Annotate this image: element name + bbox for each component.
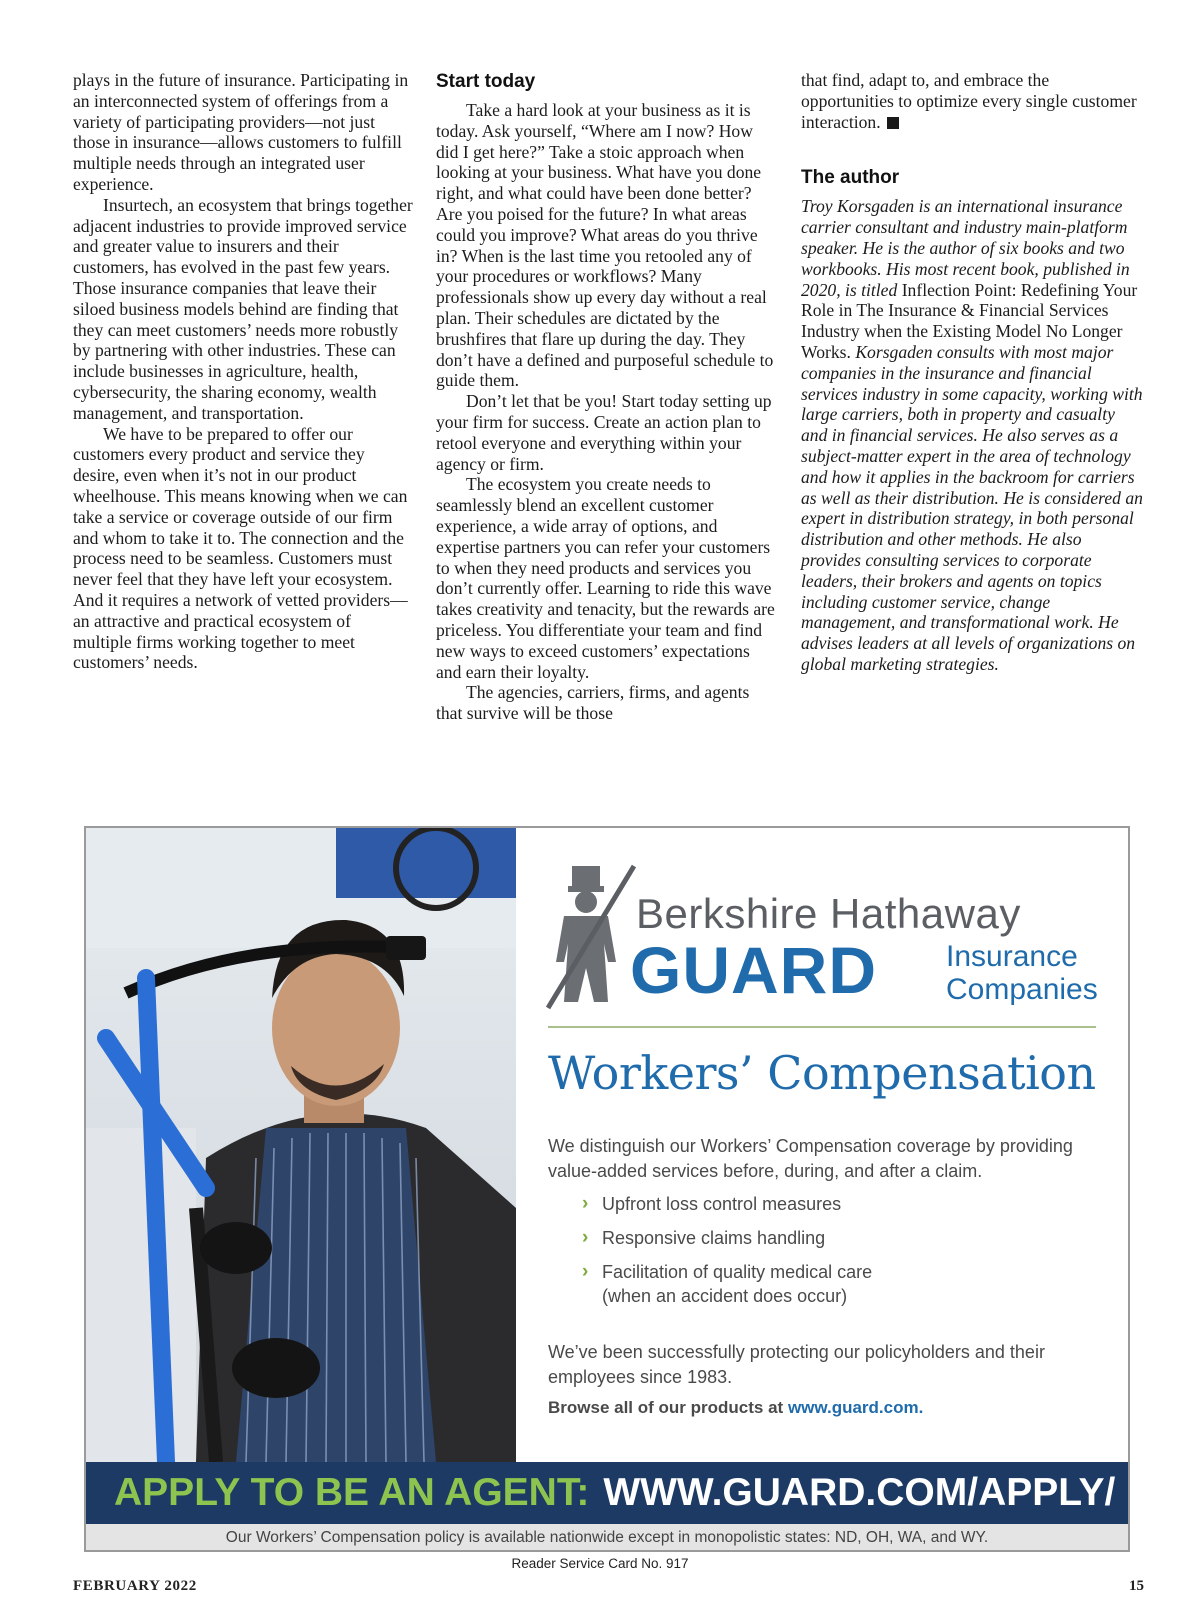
mechanic-photo (86, 828, 516, 1462)
page-number: 15 (1129, 1578, 1144, 1594)
article-column-1 (73, 70, 413, 673)
apply-banner[interactable] (86, 1462, 1128, 1524)
ad-browse (548, 1398, 923, 1418)
list-item-text: (when an accident does occur) (602, 1286, 848, 1306)
list-item-text: Upfront loss control measures (602, 1194, 842, 1214)
brand-suffix (946, 940, 1098, 1006)
author-bio (801, 196, 1145, 674)
guard-website-link[interactable]: www.guard.com. (787, 1398, 924, 1417)
list-item-text: Responsive claims handling (602, 1228, 826, 1248)
list-item-text: Facilitation of quality medical care (602, 1262, 873, 1282)
reader-service-card: Reader Service Card No. 917 (511, 1556, 689, 1571)
ad-since: We’ve been successfully protecting our policyholders and their employees since 1983. (548, 1342, 1045, 1387)
chevron-right-icon: › (582, 1227, 589, 1248)
browse-label: Browse all of our products at (548, 1398, 784, 1417)
brand-insurance: Insurance (946, 940, 1078, 973)
apply-banner-label: APPLY TO BE AN AGENT: (114, 1471, 590, 1514)
list-item (582, 1192, 1102, 1216)
paragraph: The ecosystem you create needs to seamlessly blend an excellent customer experience, a wide array of options, and expertise partners you can refer your customers to when they need products and services you don’t currently offer. Learning to ride this wave takes creativity and tenacity, but the rewards are priceless. You differentiate your team and find new ways to exceed customers’ expectations and earn their loyalty. (436, 474, 775, 682)
paragraph-text: that find, adapt to, and embrace the opportunities to optimize every single customer interaction. (801, 70, 1137, 132)
section-heading-start-today: Start today (436, 71, 536, 92)
ad-disclaimer: Our Workers’ Compensation policy is available nationwide except in monopolistic states: ND, OH, WA, and WY. (86, 1524, 1128, 1552)
bio-text: Troy Korsgaden is an international insurance carrier consultant and industry main-platform speaker. He is the author of six books and two workbooks. His most recent book, published in 2020, is titled (801, 196, 1130, 300)
list-item (582, 1226, 1102, 1250)
chevron-right-icon: › (582, 1193, 589, 1214)
ad-bullet-list (582, 1192, 1102, 1318)
brand-guard-wordmark: GUARD (630, 933, 877, 1007)
article-column-2 (436, 70, 778, 724)
article-column-3 (801, 70, 1145, 675)
end-mark-icon (887, 117, 899, 129)
issue-date: FEBRUARY 2022 (73, 1578, 197, 1594)
list-item (582, 1260, 1102, 1308)
paragraph: Insurtech, an ecosystem that brings together adjacent industries to provide improved service and greater value to insurers and their customers, has evolved in the past few years. Those insurance companies that leave their siloed business models behind are finding that they can meet customers’ needs more robustly by partnering with other industries. These can include businesses in agriculture, health, cybersecurity, the sharing economy, wealth management, and transportation. (73, 194, 413, 423)
ad-headline: Workers’ Compensation (548, 1046, 1096, 1100)
bio-text: Korsgaden consults with most major companies in the insurance and financial services industry in some capacity, working with large carriers, both in property and casualty and in financial services. He also serves as a subject-matter expert in the area of technology and how it applies in the backroom for carriers as well as their distribution. He is considered an expert in distribution strategy, in both personal distribution and other methods. He also provides consulting services to corporate leaders, their brokers and agents on topics including customer service, change management, and transformational work. He advises leaders at all levels of organizations on global marketing strategies. (801, 341, 1143, 674)
paragraph: plays in the future of insurance. Participating in an interconnected system of offerings from a variety of participating providers—not just those in insurance—allows customers to fulfill multiple needs through an integrated user experience. (73, 70, 409, 194)
divider (548, 1026, 1096, 1028)
paragraph-ending (801, 70, 1145, 132)
paragraph: Don’t let that be you! Start today setting up your firm for success. Create an action plan to retool everyone and everything within your agency or firm. (436, 391, 772, 474)
book-title: Inflection Point: Redefining Your Role in The Insurance & Financial Services Industry when the Existing Model No Longer Works. (801, 279, 1138, 362)
brand-parent-name: Berkshire Hathaway (636, 890, 1021, 937)
paragraph: The agencies, carriers, firms, and agents that survive will be those (436, 682, 750, 724)
advertisement[interactable] (84, 826, 1130, 1552)
paragraph: Take a hard look at your business as it is today. Ask yourself, “Where am I now? How did I get here?” Take a stoic approach when looking at your business. What have you done right, and what could have been done better? Are you poised for the future? In what areas could you improve? What areas do you thrive in? When is the last time you retooled any of your procedures or workflows? Many professionals show up every day without a real plan. Their schedules are dictated by the brushfires that flare up during the day. They don’t have a defined and purposeful schedule to guide them. (436, 100, 774, 391)
paragraph: We have to be prepared to offer our customers every product and service they desire, even when it’s not in our product wheelhouse. This means knowing when we can take a service or coverage outside of our firm and whom to take it to. The connection and the process need to be seamless. Customers must never feel that they have left your ecosystem. And it requires a network of vetted providers—an attractive and practical ecosystem of multiple firms working together to meet customers’ needs. (73, 423, 408, 673)
ad-intro: We distinguish our Workers’ Compensation coverage by providing value-added services before, during, and after a claim. (548, 1136, 1073, 1181)
brand-companies: Companies (946, 973, 1098, 1006)
ad-copy (516, 828, 1128, 1462)
apply-url-link[interactable]: WWW.GUARD.COM/APPLY/ (603, 1471, 1116, 1514)
section-heading-author: The author (801, 167, 900, 189)
soldier-logo-icon (546, 862, 636, 1017)
chevron-right-icon: › (582, 1261, 589, 1282)
